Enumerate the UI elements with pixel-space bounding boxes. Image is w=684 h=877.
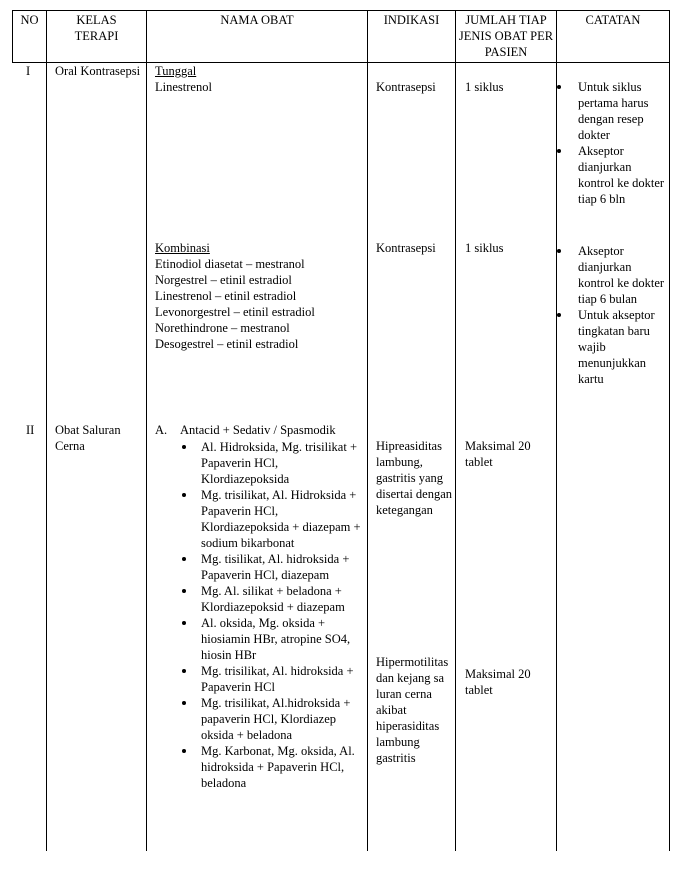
note-item: Untuk siklus pertama harus dengan resep dokter [558, 79, 668, 143]
row1-no: I [26, 64, 31, 78]
kombinasi-heading: Kombinasi [155, 241, 210, 255]
note-item: Untuk akseptor tingkatan baru wajib menunjukkan kartu [558, 307, 668, 387]
list-item: Linestrenol – etinil estradiol [155, 289, 297, 303]
row1-tunggal-block [155, 63, 365, 95]
row2-no: II [26, 423, 35, 437]
row1-kombinasi-jumlah: 1 siklus [465, 241, 504, 255]
list-item: Mg. Karbonat, Mg. oksida, Al. hidroksida + Papaverin HCl, beladona [155, 743, 367, 791]
row1-kombinasi-indikasi: Kontrasepsi [376, 241, 436, 255]
list-item: Al. oksida, Mg. oksida + hiosiamin HBr, atropine SO4, hiosin HBr [155, 615, 367, 663]
list-item: Norgestrel – etinil estradiol [155, 273, 292, 287]
header-nama-obat: NAMA OBAT [220, 13, 294, 27]
header-indikasi: INDIKASI [383, 13, 440, 27]
col-divider-1 [46, 10, 47, 851]
list-item: Mg. tisilikat, Al. hidroksida + Papaverin HCl, diazepam [155, 551, 367, 583]
row1-kelas: Oral Kontrasepsi [55, 64, 141, 78]
section-letter: A. [155, 423, 168, 437]
row1-kombinasi-notes [558, 243, 668, 387]
header-jumlah: JUMLAH TIAP JENIS OBAT PER PASIEN [458, 13, 554, 59]
tunggal-drug: Linestrenol [155, 80, 212, 94]
list-item: Mg. trisilikat, Al. Hidroksida + Papaverin HCl, Klordiazepoksida + diazepam + sodium bikarbonat [155, 487, 367, 551]
header-no: NO [20, 13, 39, 27]
col-divider-2 [146, 10, 147, 851]
list-item: Desogestrel – etinil estradiol [155, 337, 299, 351]
row2-jumlah-2: Maksimal 20 tablet [465, 667, 531, 697]
table-right-border [669, 10, 670, 851]
col-divider-3 [367, 10, 368, 851]
list-item: Al. Hidroksida, Mg. trisilikat + Papaverin HCl, Klordiazepoksida [155, 439, 367, 487]
row2-kelas: Obat Saluran Cerna [55, 423, 121, 453]
tunggal-heading: Tunggal [155, 64, 197, 78]
list-item: Mg. trisilikat, Al.hidroksida + papaverin HCl, Klordiazep oksida + beladona [155, 695, 367, 743]
row1-tunggal-indikasi: Kontrasepsi [376, 80, 436, 94]
table-top-border [12, 10, 670, 11]
col-divider-4 [455, 10, 456, 851]
list-item: Mg. Al. silikat + beladona + Klordiazepoksid + diazepam [155, 583, 367, 615]
col-divider-5 [556, 10, 557, 851]
row1-tunggal-jumlah: 1 siklus [465, 80, 504, 94]
row2-jumlah-1: Maksimal 20 tablet [465, 439, 531, 469]
header-kelas-terapi: KELAS TERAPI [74, 13, 119, 43]
row2-indikasi-1: Hipreasiditas lambung, gastritis yang disertai dengan ketegangan [376, 439, 453, 517]
section-title: Antacid + Sedativ / Spasmodik [180, 423, 336, 437]
list-item: Levonorgestrel – etinil estradiol [155, 305, 315, 319]
row1-kombinasi-block [155, 240, 365, 352]
row2-drug-block [155, 422, 367, 791]
section-title-row [155, 422, 367, 438]
drug-table [12, 10, 670, 851]
note-item: Akseptor dianjurkan kontrol ke dokter tiap 6 bln [558, 143, 668, 207]
row2-indikasi-2: Hipermotilitas dan kejang sa luran cerna akibat hiperasiditas lambung gastritis [376, 655, 449, 765]
row1-tunggal-notes [558, 79, 668, 207]
list-item: Etinodiol diasetat – mestranol [155, 257, 305, 271]
header-catatan: CATATAN [585, 13, 641, 27]
list-item: Mg. trisilikat, Al. hidroksida + Papaverin HCl [155, 663, 367, 695]
note-item: Akseptor dianjurkan kontrol ke dokter tiap 6 bulan [558, 243, 668, 307]
list-item: Norethindrone – mestranol [155, 321, 290, 335]
